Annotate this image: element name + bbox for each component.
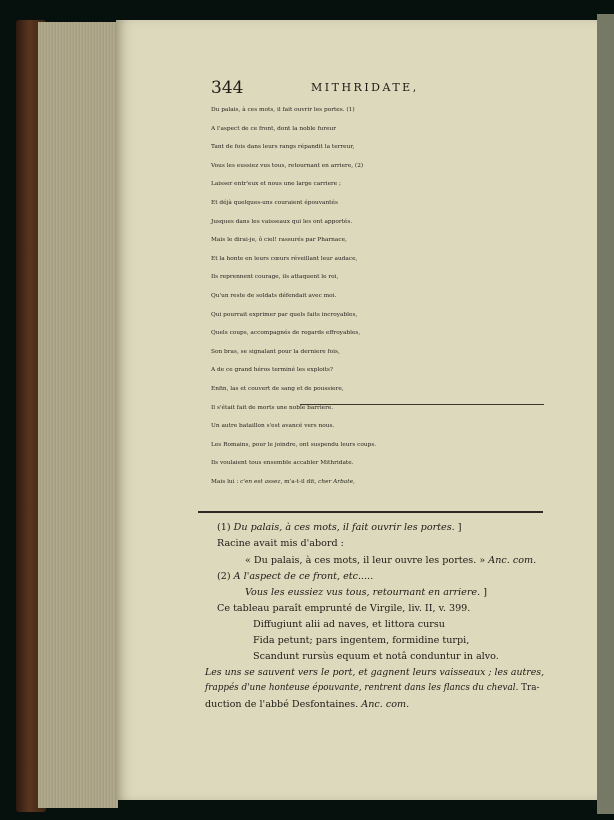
note-bracket: ] [457,522,462,533]
note-marker: (1) [217,522,231,533]
note-2-header [217,569,373,584]
note-quote: Du palais, à ces mots, il fait ouvrir les portes. [233,522,455,533]
translation-italic: Les uns se sauvent vers le port, et gagnent leurs vaisseaux ; les autres, [205,667,545,678]
verse-italic: cher Arbate, [318,478,355,485]
verse-line: Il s'était fait de morts une noble barriere. [211,404,334,411]
verse-line: Ils reprennent courage, ils attaquent le roi, [211,274,339,281]
verse-line: Laisser entr'eux et nous une large carriere ; [211,181,341,188]
note-1-variant [245,553,536,568]
page-header [211,78,551,98]
note-2-text: Ce tableau paraît emprunté de Virgile, liv. II, v. 399. [217,603,471,614]
verse-block [211,101,551,491]
verse-line-last [211,473,551,492]
verse-line: Un autre bataillon s'est avancé vers nous. [211,423,335,430]
latin-line: Diffugiunt alii ad naves, et littora cursu [253,619,445,630]
footnote-rule [198,511,543,513]
note-bracket: ] [483,587,487,598]
verse-line: Vous les eussiez vus tous, retournant en arriere, (2) [211,162,364,169]
facing-page-edge [597,14,614,814]
note-variant-text: « Du palais, à ces mots, il leur ouvre les portes. » [245,555,486,566]
verse-line: Jusques dans les vaisseaux qui les ont apportés. [211,218,353,225]
verse-line: Quels coups, accompagnés de regards effroyables, [211,330,361,337]
verse-line: Qu'un reste de soldats défendait avec moi. [211,292,337,299]
translation-italic: frappés d'une honteuse épouvante, rentrent dans les flancs du cheval. [205,683,519,693]
verse-line: Et la honte en leurs cœurs réveillant leur audace, [211,255,358,262]
note-2-quote-cont [245,585,487,600]
verse-line: Les Romains, pour le joindre, ont suspendu leurs coups. [211,441,377,448]
verse-text: , m'a-t-il dit, [280,478,319,485]
page-edges [38,22,118,808]
translation-line [205,681,539,696]
note-1-text: Racine avait mis d'abord : [217,538,344,549]
note-source: Anc. com. [488,555,537,566]
translation-line [205,697,409,712]
verse-text: Mais lui : [211,478,241,485]
verse-line: Enfin, las et couvert de sang et de poussiere, [211,385,344,392]
note-1-header [217,520,462,535]
verse-line: Du palais, à ces mots, il fait ouvrir les portes. (1) [211,107,355,113]
note-quote: Vous les eussiez vus tous, retournant en arriere. [245,587,481,598]
latin-line: Fida petunt; pars ingentem, formidine turpi, [253,635,470,646]
page-number: 344 [211,78,244,98]
translation-source: Anc. com. [361,699,410,710]
latin-line: Scandunt rursùs equum et notâ conduntur in alvo. [253,651,499,662]
verse-rule [300,404,544,405]
verse-line: A de ce grand héros terminé les exploits? [211,367,334,374]
verse-line: Ils voulaient tous ensemble accabler Mithridate. [211,460,354,467]
verse-italic: c'en est assez [240,478,281,485]
running-title: MITHRIDATE, [311,81,419,94]
verse-line: Son bras, se signalant pour la derniere fois, [211,348,340,355]
verse-line: Tant de fois dans leurs rangs répandit la terreur, [211,144,355,151]
verse-line: Qui pourrait exprimer par quels faits incroyables, [211,311,358,318]
translation-line [205,665,544,680]
translation-text: Tra- [521,683,540,693]
translation-text: duction de l'abbé Desfontaines. [205,699,359,710]
note-marker: (2) [217,571,231,582]
verse-line: A l'aspect de ce front, dont la noble fureur [211,125,337,132]
verse-line: Et déjà quelques-uns couraient épouvantés [211,199,338,206]
note-quote: A l'aspect de ce front, etc..... [233,571,374,582]
verse-line: Mais le dirai-je, ô ciel! rassurés par Pharnace, [211,237,347,244]
